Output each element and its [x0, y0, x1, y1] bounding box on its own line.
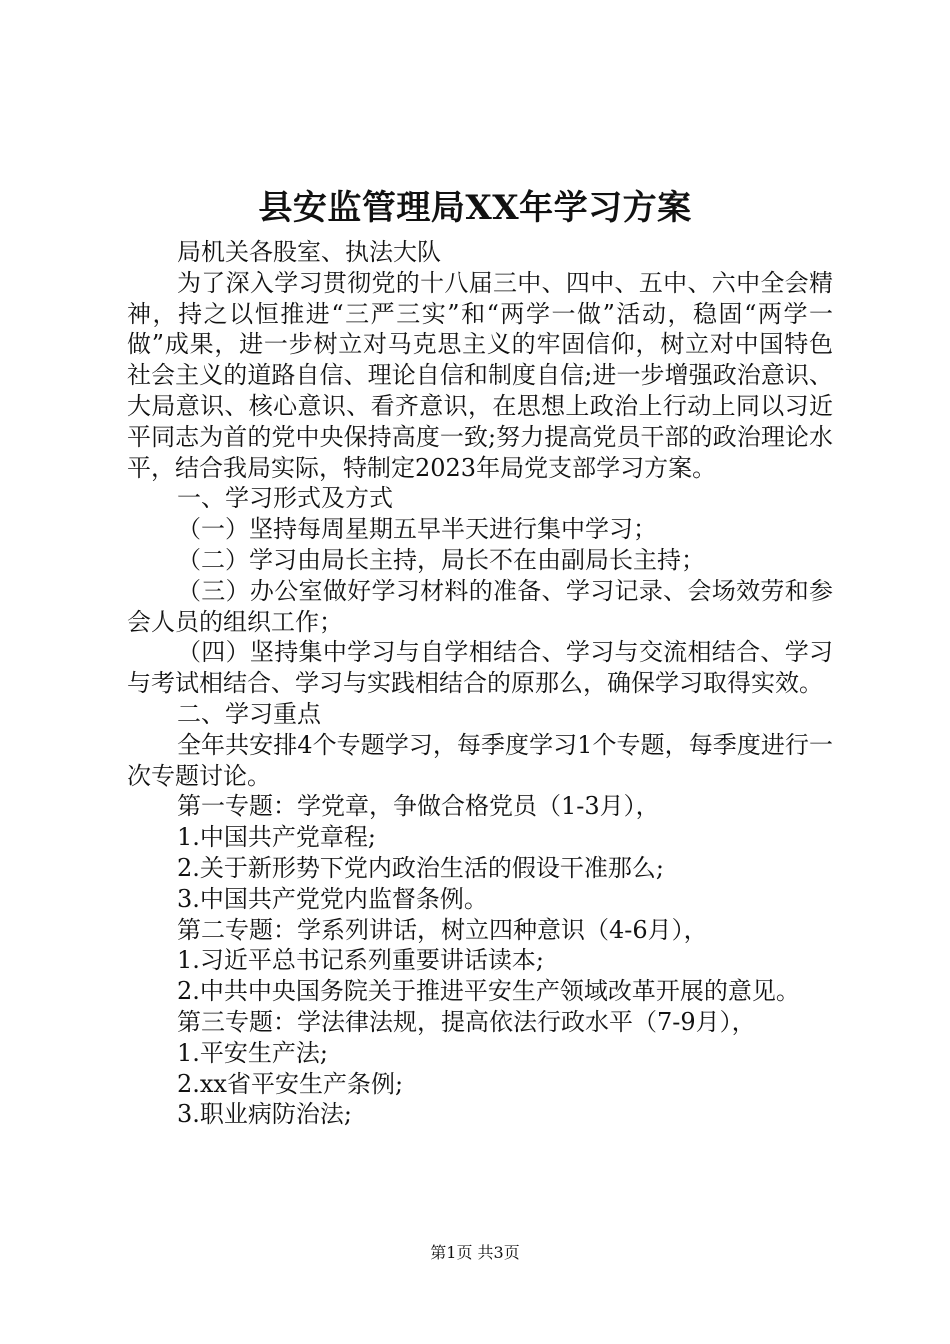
page-footer: 第1页 共3页 — [430, 1243, 520, 1262]
topic-heading: 第一专题：学党章，争做合格党员（1-3月）， — [177, 792, 660, 821]
list-item: 2.关于新形势下党内政治生活的假设干准那么; — [177, 853, 664, 882]
list-item: 2.xx省平安生产条例; — [177, 1069, 404, 1098]
list-item: （四）坚持集中学习与自学相结合、学习与交流相结合、学习与考试相结合、学习与实践相结合的原那么，确保学习取得实效。 — [127, 638, 833, 698]
list-item: （二）学习由局长主持，局长不在由副局长主持； — [177, 545, 705, 574]
list-item: 1.中国共产党章程; — [177, 823, 376, 852]
document-title: 县安监管理局XX年学习方案 — [258, 188, 692, 228]
paragraph-intro: 为了深入学习贯彻党的十八届三中、四中、五中、六中全会精神，持之以恒推进“三严三实”和“两学一做”活动，稳固“两学一做”成果，进一步树立对马克思主义的牢固信仰，树立对中国特色社会主义的道路自信、理论自信和制度自信;进一步增强政治意识、大局意识、核心意识、看齐意识，在思想上政治上行动上同以习近平同志为首的党中央保持高度一致;努力提高党员干部的政治理论水平，结合我局实际，特制定2023年局党支部学习方案。 — [127, 268, 833, 482]
document-body — [127, 237, 833, 1130]
list-item: 1.习近平总书记系列重要讲话读本; — [177, 946, 544, 975]
paragraph-recipient: 局机关各股室、执法大队 — [177, 238, 441, 266]
list-item: 1.平安生产法; — [177, 1038, 328, 1067]
paragraph-overview: 全年共安排4个专题学习，每季度学习1个专题，每季度进行一次专题讨论。 — [127, 730, 833, 790]
heading-section-2: 二、学习重点 — [177, 699, 321, 728]
topic-heading: 第二专题：学系列讲话，树立四种意识（4-6月）， — [177, 915, 708, 944]
list-item: 3.中国共产党党内监督条例。 — [177, 884, 488, 913]
list-item: 3.职业病防治法; — [177, 1100, 352, 1129]
list-item: 2.中共中央国务院关于推进平安生产领域改革开展的意见。 — [177, 977, 800, 1006]
list-item: （一）坚持每周星期五早半天进行集中学习； — [177, 515, 657, 544]
topic-heading: 第三专题：学法律法规，提高依法行政水平（7-9月）， — [177, 1007, 756, 1036]
heading-section-1: 一、学习形式及方式 — [177, 484, 393, 513]
list-item: （三）办公室做好学习材料的准备、学习记录、会场效劳和参会人员的组织工作； — [127, 576, 833, 636]
